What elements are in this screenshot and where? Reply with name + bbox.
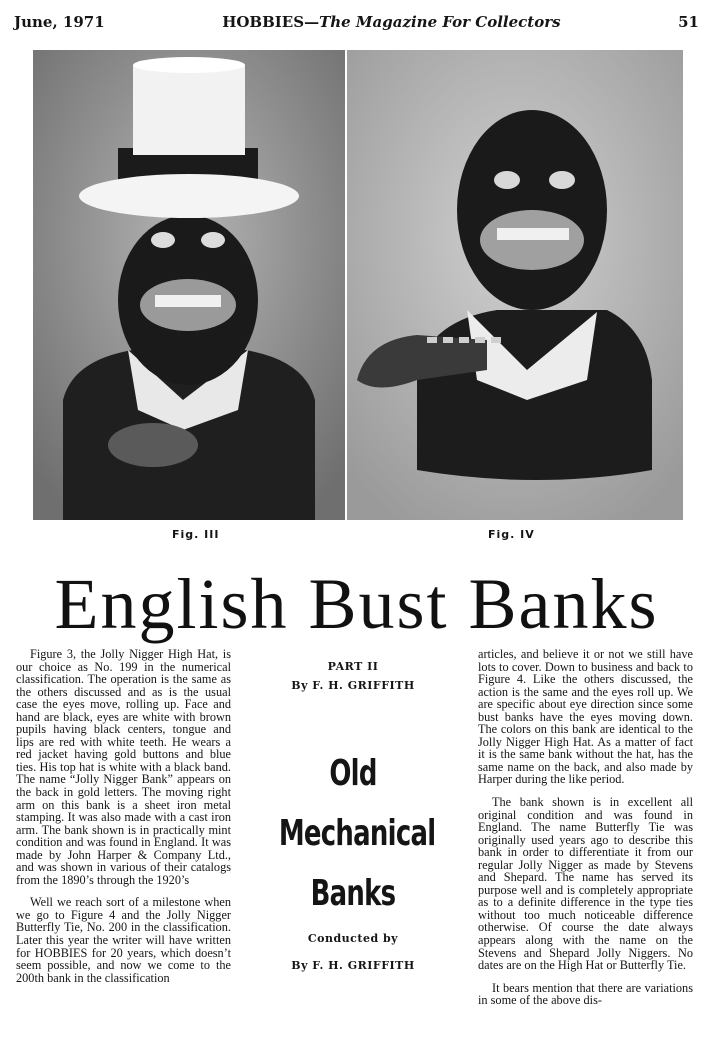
article-title: English Bust Banks	[54, 564, 659, 644]
column-heading-line-2: Mechanical	[278, 813, 436, 854]
magazine-name: HOBBIES—	[222, 13, 320, 31]
conducted-by-label: Conducted by	[307, 932, 399, 945]
figure-4-caption: Fig. IV	[488, 528, 535, 541]
running-title	[222, 13, 560, 31]
issue-date: June, 1971	[14, 13, 105, 31]
paragraph: It bears mention that there are variations in some of the above dis-	[478, 980, 693, 1008]
paragraph: articles, and believe it or not we still have lots to cover. Down to business and back to Figure 4. Like the others discussed, the action is the same and the eyes roll up. We are specific about eye direction since some bust banks have the eyes moving down. The colors on this bank are identical to the Jolly Nigger High Hat. As a matter of fact it is the same bank without the hat, has the same name on the back, and also made by Harper during the like period.	[478, 647, 693, 787]
conductor-byline: By F. H. GRIFFITH	[291, 959, 415, 972]
paragraph: Well we reach sort of a milestone when we go to Figure 4 and the Jolly Nigger Butterfly Tie, No. 200 in the classification. Later this year the writer will have written for HOBBIES for 20 years, which doesn’t seem possible, and now we come to the 200th bank in the classification	[16, 895, 231, 985]
magazine-tagline: The Magazine For Collectors	[319, 13, 561, 31]
figure-3-caption: Fig. III	[172, 528, 220, 541]
paragraph: The bank shown is in excellent all original condition and was found in England. The name Butterfly Tie was originally used years ago to describe this bank in order to differentiate it from our regular Jolly Nigger as made by Stevens and Shepard. The name has served its purpose well and is completely appropriate as to a definite difference in the type ties without too much noticeable difference otherwise. Of course the date always appears along with the name on the Stevens and Shepard Jolly Niggers. No dates are on the High Hat or Butterfly Tie.	[478, 795, 693, 973]
figure-4-photo	[347, 50, 683, 520]
paragraph: Figure 3, the Jolly Nigger High Hat, is our choice as No. 199 in the numerical classification. The operation is the same as the others discussed and as is the usual case the eyes move, rolling up. Face and hand are black, eyes are white with brown pupils having black centers, tongue and lips are red with white teeth. He wears a red jacket having gold buttons and blue ties. His top hat is white with a black band. The name “Jolly Nigger Bank” appears on the back in gold letters. The moving right arm on this bank is a sheet iron metal stamping. It was also made with a cast iron arm. The bank shown is in practically mint condition and was found in England. It was made by John Harper & Company Ltd., and was shown in various of their catalogs from the 1890’s through the 1920’s	[16, 647, 231, 887]
author-byline: By F. H. GRIFFITH	[291, 679, 415, 692]
figure-3-photo	[33, 50, 345, 520]
text-column-right	[478, 648, 693, 1017]
column-heading-line-1: Old	[329, 753, 377, 794]
column-heading-line-3: Banks	[310, 873, 396, 914]
part-label: PART II	[327, 660, 379, 673]
page-number: 51	[678, 13, 699, 31]
text-column-left	[16, 648, 231, 994]
page-header	[14, 10, 699, 34]
column-heading-box	[250, 660, 456, 972]
